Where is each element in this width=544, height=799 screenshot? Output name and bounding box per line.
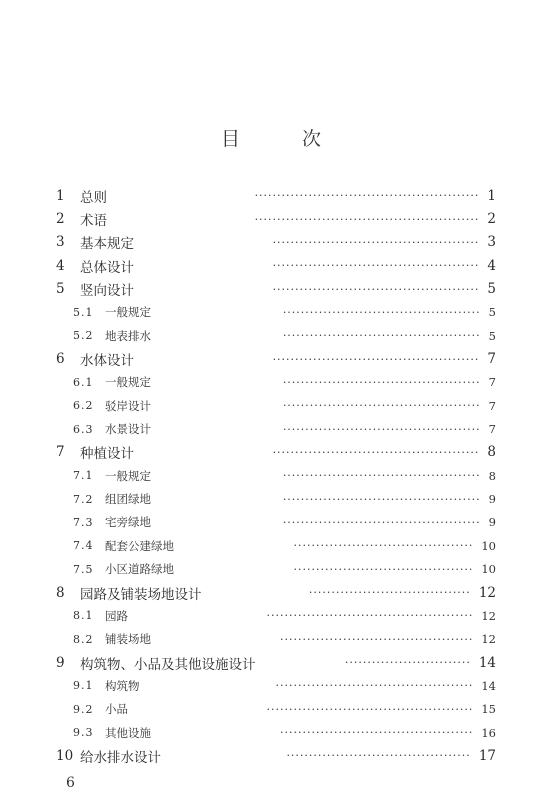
toc-leader-dots: ············································: [282, 515, 481, 529]
toc-number: 3: [56, 234, 65, 251]
toc-leader-dots: ····························: [344, 656, 471, 670]
toc-page-number: 15: [481, 702, 496, 717]
toc-leader-dots: ···········································: [280, 632, 474, 646]
toc-number: 6.1: [73, 375, 94, 389]
toc-page-number: 14: [478, 654, 496, 671]
toc-label: 构筑物、小品及其他设施设计: [80, 656, 256, 673]
toc-section-row[interactable]: [0, 277, 544, 300]
table-of-contents: [0, 184, 544, 768]
toc-leader-dots: ············································: [282, 492, 481, 506]
toc-page-number: 2: [487, 211, 496, 228]
toc-subsection-row[interactable]: [0, 604, 544, 627]
toc-leader-dots: ··············································: [272, 282, 480, 296]
toc-label: 组团绿地: [105, 492, 151, 507]
page-number: 6: [66, 775, 75, 791]
toc-label: 种植设计: [80, 446, 134, 463]
toc-subsection-row[interactable]: [0, 487, 544, 510]
toc-section-row[interactable]: [0, 254, 544, 277]
toc-section-row[interactable]: [0, 744, 544, 767]
toc-label: 竖向设计: [80, 283, 134, 300]
toc-subsection-row[interactable]: [0, 417, 544, 440]
toc-subsection-row[interactable]: [0, 534, 544, 557]
toc-number: 7.1: [73, 469, 94, 483]
toc-leader-dots: ············································: [282, 375, 481, 389]
page-title: [0, 124, 544, 151]
toc-leader-dots: ············································: [282, 399, 481, 413]
toc-label: 构筑物: [105, 678, 140, 693]
title-char: 目: [220, 128, 242, 150]
toc-subsection-row[interactable]: [0, 464, 544, 487]
toc-subsection-row[interactable]: [0, 558, 544, 581]
toc-label: 水体设计: [80, 353, 134, 370]
toc-number: 1: [56, 187, 65, 204]
toc-page-number: 5: [487, 281, 496, 298]
toc-number: 5.1: [73, 305, 94, 319]
toc-label: 园路及铺装场地设计: [80, 586, 202, 603]
toc-page-number: 5: [488, 328, 496, 343]
toc-number: 9.1: [73, 679, 94, 693]
toc-leader-dots: ··············································: [272, 352, 480, 366]
toc-leader-dots: ············································: [282, 422, 481, 436]
toc-subsection-row[interactable]: [0, 394, 544, 417]
toc-label: 基本规定: [80, 236, 134, 253]
toc-page-number: 4: [487, 257, 496, 274]
toc-label: 一般规定: [105, 468, 151, 483]
toc-page-number: 14: [481, 678, 496, 693]
toc-number: 5.2: [73, 329, 94, 343]
toc-section-row[interactable]: [0, 651, 544, 674]
toc-page-number: 9: [488, 492, 496, 507]
toc-section-row[interactable]: [0, 441, 544, 464]
toc-number: 4: [56, 257, 65, 274]
toc-number: 7: [56, 444, 65, 461]
toc-number: 7.4: [73, 539, 94, 553]
toc-leader-dots: ···········································: [280, 726, 474, 740]
toc-label: 一般规定: [105, 305, 151, 320]
toc-label: 术语: [80, 213, 107, 230]
toc-subsection-row[interactable]: [0, 301, 544, 324]
toc-section-row[interactable]: [0, 347, 544, 370]
toc-label: 水景设计: [105, 422, 151, 437]
toc-leader-dots: ············································: [275, 679, 474, 693]
toc-section-row[interactable]: [0, 231, 544, 254]
toc-label: 小品: [105, 702, 128, 717]
toc-section-row[interactable]: [0, 184, 544, 207]
toc-number: 9: [56, 654, 65, 671]
toc-number: 10: [56, 747, 74, 764]
toc-label: 其他设施: [105, 725, 151, 740]
toc-subsection-row[interactable]: [0, 628, 544, 651]
toc-section-row[interactable]: [0, 581, 544, 604]
toc-page-number: 7: [488, 422, 496, 437]
toc-subsection-row[interactable]: [0, 674, 544, 697]
toc-leader-dots: ············································: [282, 469, 481, 483]
toc-page-number: 12: [478, 584, 496, 601]
toc-subsection-row[interactable]: [0, 324, 544, 347]
toc-page-number: 12: [481, 632, 496, 647]
toc-number: 8: [56, 584, 65, 601]
toc-label: 宅旁绿地: [105, 515, 151, 530]
toc-number: 7.3: [73, 515, 94, 529]
toc-label: 总体设计: [80, 259, 134, 276]
toc-page-number: 7: [488, 398, 496, 413]
toc-page-number: 12: [481, 608, 496, 623]
toc-section-row[interactable]: [0, 207, 544, 230]
toc-label: 小区道路绿地: [105, 562, 174, 577]
toc-leader-dots: ········································: [293, 562, 474, 576]
toc-label: 一般规定: [105, 375, 151, 390]
toc-page-number: 17: [478, 747, 496, 764]
title-char: 次: [302, 128, 324, 150]
toc-leader-dots: ············································: [282, 305, 481, 319]
toc-number: 7.2: [73, 492, 94, 506]
toc-number: 6: [56, 351, 65, 368]
toc-page-number: 1: [487, 187, 496, 204]
toc-leader-dots: ··············································: [272, 259, 480, 273]
toc-leader-dots: ····································: [308, 586, 471, 600]
toc-number: 6.2: [73, 399, 94, 413]
toc-leader-dots: ··············································: [266, 702, 474, 716]
toc-page-number: 7: [487, 351, 496, 368]
toc-subsection-row[interactable]: [0, 511, 544, 534]
toc-number: 8.2: [73, 632, 94, 646]
toc-number: 5: [56, 281, 65, 298]
toc-subsection-row[interactable]: [0, 721, 544, 744]
toc-leader-dots: ··················································: [254, 212, 480, 226]
toc-leader-dots: ··············································: [272, 445, 480, 459]
toc-leader-dots: ··············································: [272, 235, 480, 249]
toc-leader-dots: ·········································: [286, 749, 471, 763]
toc-label: 铺装场地: [105, 632, 151, 647]
toc-page-number: 3: [487, 234, 496, 251]
toc-number: 9.2: [73, 702, 94, 716]
toc-label: 总则: [80, 189, 107, 206]
toc-leader-dots: ··············································: [266, 609, 474, 623]
toc-number: 9.3: [73, 726, 94, 740]
toc-number: 2: [56, 211, 65, 228]
toc-leader-dots: ········································: [293, 539, 474, 553]
toc-leader-dots: ············································: [282, 329, 481, 343]
toc-page-number: 16: [481, 725, 496, 740]
toc-page-number: 9: [488, 515, 496, 530]
toc-subsection-row[interactable]: [0, 698, 544, 721]
toc-page-number: 5: [488, 305, 496, 320]
toc-number: 8.1: [73, 609, 94, 623]
toc-label: 园路: [105, 608, 128, 623]
toc-page-number: 7: [488, 375, 496, 390]
toc-leader-dots: ··················································: [254, 189, 480, 203]
toc-page-number: 10: [481, 562, 496, 577]
toc-number: 6.3: [73, 422, 94, 436]
toc-subsection-row[interactable]: [0, 371, 544, 394]
toc-label: 配套公建绿地: [105, 538, 174, 553]
toc-page-number: 8: [487, 444, 496, 461]
toc-page-number: 10: [481, 538, 496, 553]
toc-page-number: 8: [488, 468, 496, 483]
toc-label: 给水排水设计: [80, 749, 161, 766]
toc-label: 驳岸设计: [105, 398, 151, 413]
toc-number: 7.5: [73, 562, 94, 576]
toc-label: 地表排水: [105, 328, 151, 343]
